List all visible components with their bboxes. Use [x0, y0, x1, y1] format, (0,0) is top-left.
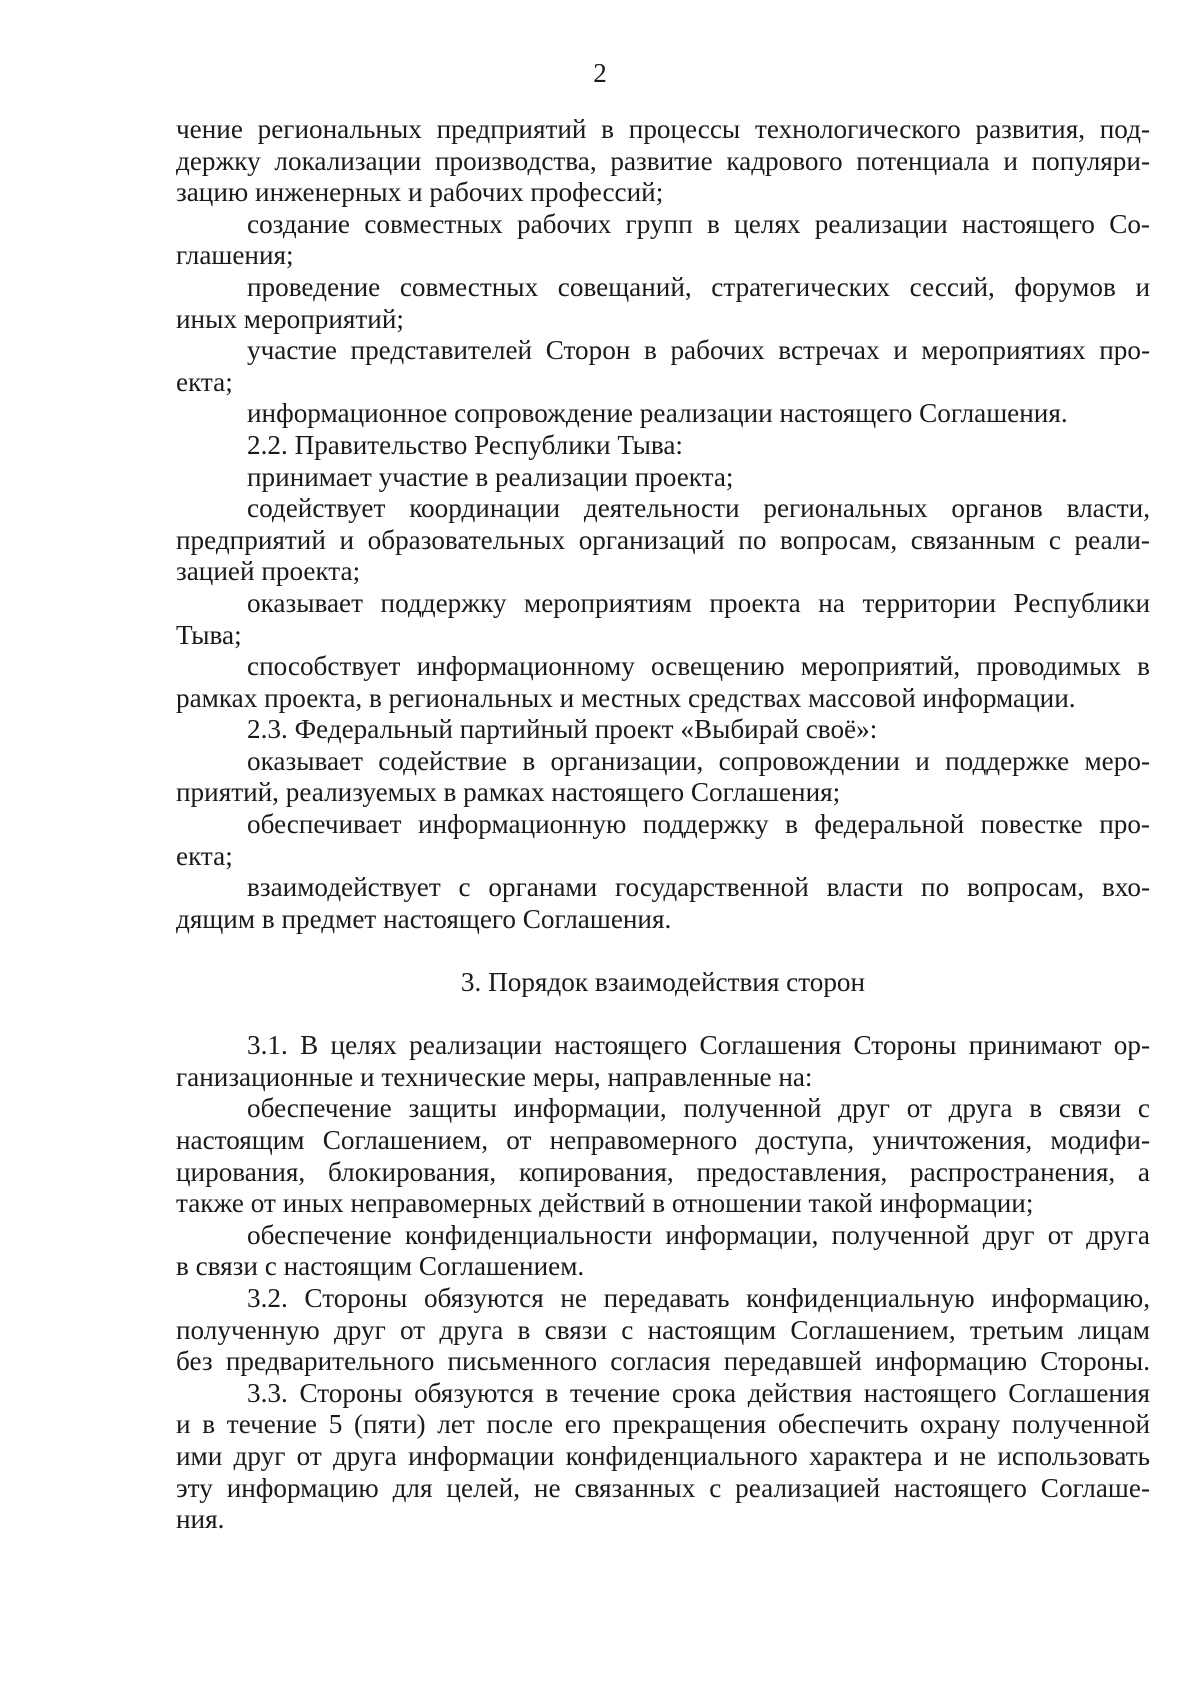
text-line: иных мероприятий; [176, 303, 404, 334]
text-line: оказывает содействие в организации, сопровождении и поддержке меро- [247, 745, 1150, 776]
text-line: без предварительного письменного согласия передавшей информацию Стороны. [176, 1346, 1150, 1377]
text-line: цирования, блокирования, копирования, предоставления, распространения, а [176, 1156, 1150, 1187]
text-line: приятий, реализуемых в рамках настоящего Соглашения; [176, 777, 841, 808]
document-body [176, 114, 1150, 1536]
section-heading: 3. Порядок взаимодействия сторон [460, 967, 866, 998]
text-line: Тыва; [176, 619, 242, 650]
text-line: и в течение 5 (пяти) лет после его прекращения обеспечить охрану полученной [176, 1409, 1150, 1440]
text-line: 3.3. Стороны обязуются в течение срока действия настоящего Соглашения [247, 1377, 1150, 1408]
page-number: 2 [593, 58, 607, 88]
text-line: дящим в предмет настоящего Соглашения. [176, 903, 672, 934]
text-line: ния. [176, 1504, 225, 1535]
text-line: способствует информационному освещению мероприятий, проводимых в [247, 651, 1150, 682]
text-line: информационное сопровождение реализации настоящего Соглашения. [247, 398, 1068, 429]
spacer [176, 999, 1150, 1031]
text-line: взаимодействует с органами государственной власти по вопросам, вхо- [247, 872, 1150, 903]
spacer [176, 935, 1150, 967]
text-line: глашения; [176, 240, 294, 271]
text-line: рамках проекта, в региональных и местных средствах массовой информации. [176, 682, 1076, 713]
text-line: зацию инженерных и рабочих профессий; [176, 177, 664, 208]
text-line: обеспечение конфиденциальности информации, полученной друг от друга [247, 1219, 1150, 1250]
text-line: создание совместных рабочих групп в целях реализации настоящего Со- [247, 208, 1150, 239]
section-subheading: 2.3. Федеральный партийный проект «Выбирай своё»: [247, 714, 878, 745]
text-line: обеспечение защиты информации, полученной друг от друга в связи с [247, 1093, 1150, 1124]
text-line: полученную друг от друга в связи с настоящим Соглашением, третьим лицам [176, 1314, 1150, 1345]
text-line: чение региональных предприятий в процессы технологического развития, под- [176, 114, 1150, 144]
text-line: предприятий и образовательных организаций по вопросам, связанным с реали- [176, 524, 1150, 555]
text-line: оказывает поддержку мероприятиям проекта на территории Республики [247, 587, 1150, 618]
text-line: содействует координации деятельности региональных органов власти, [247, 493, 1150, 524]
text-line: также от иных неправомерных действий в отношении такой информации; [176, 1188, 1034, 1219]
section-subheading: 2.2. Правительство Республики Тыва: [247, 429, 683, 460]
text-line: в связи с настоящим Соглашением. [176, 1251, 585, 1282]
text-line: екта; [176, 840, 233, 871]
text-line: ими друг от друга информации конфиденциального характера и не использовать [176, 1440, 1150, 1471]
text-line: эту информацию для целей, не связанных с реализацией настоящего Соглаше- [176, 1472, 1150, 1503]
text-line: принимает участие в реализации проекта; [247, 461, 734, 492]
text-line: зацией проекта; [176, 556, 361, 587]
text-line: 3.1. В целях реализации настоящего Соглашения Стороны принимают ор- [247, 1030, 1150, 1061]
text-line: обеспечивает информационную поддержку в федеральной повестке про- [247, 809, 1150, 840]
text-line: 3.2. Стороны обязуются не передавать конфиденциальную информацию, [247, 1282, 1150, 1313]
text-line: держку локализации производства, развитие кадрового потенциала и популяри- [176, 145, 1150, 176]
text-line: екта; [176, 366, 233, 397]
text-line: участие представителей Сторон в рабочих встречах и мероприятиях про- [247, 335, 1150, 366]
text-line: проведение совместных совещаний, стратегических сессий, форумов и [247, 271, 1150, 302]
text-line: ганизационные и технические меры, направленные на: [176, 1061, 813, 1092]
text-line: настоящим Соглашением, от неправомерного доступа, уничтожения, модифи- [176, 1125, 1150, 1155]
